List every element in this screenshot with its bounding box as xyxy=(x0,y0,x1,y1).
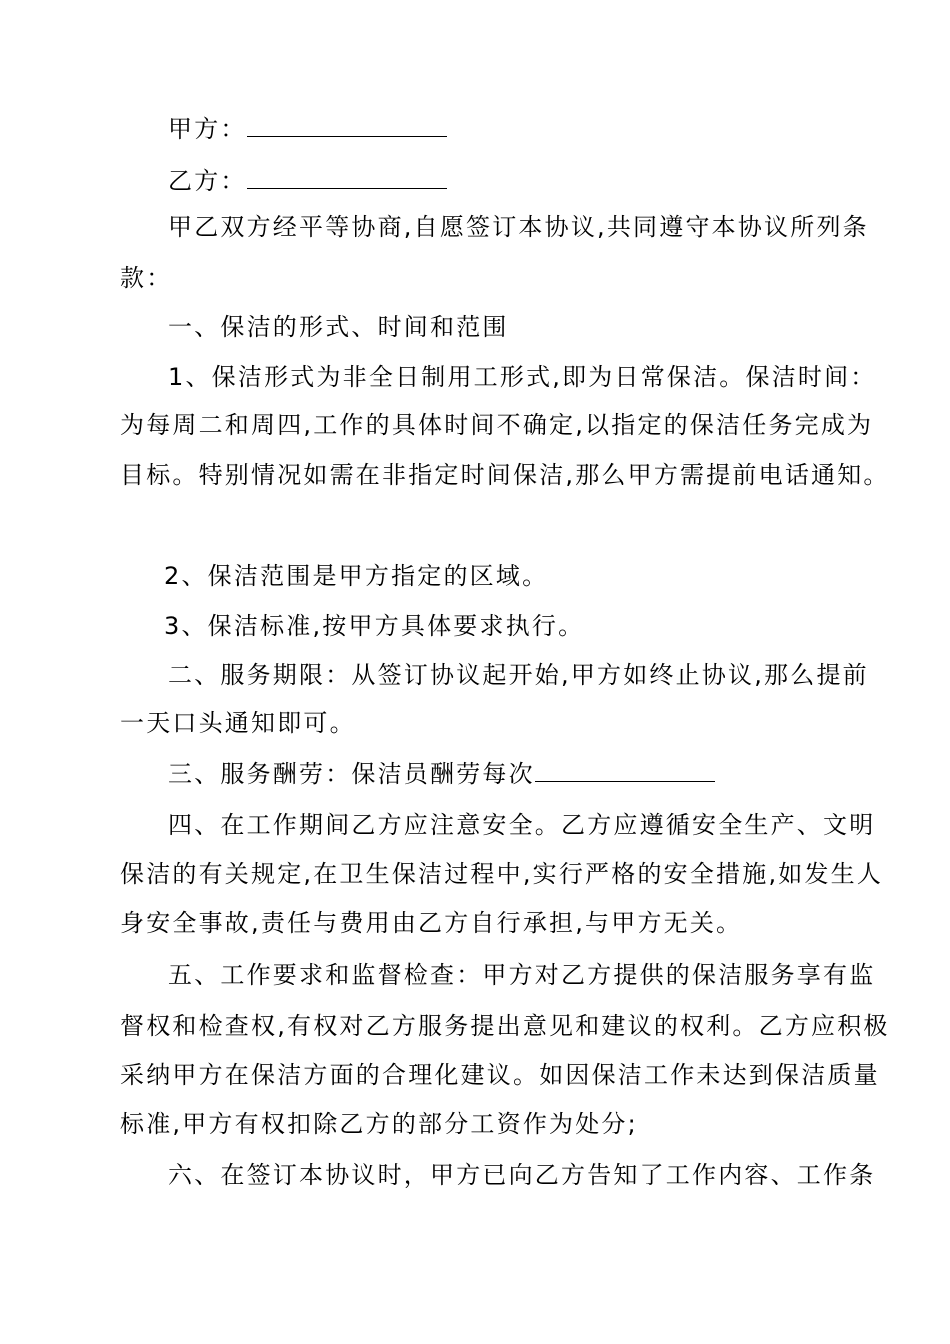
section1-heading: 一、保洁的形式、时间和范围 xyxy=(168,313,509,341)
section4-line-1: 四、在工作期间乙方应注意安全。乙方应遵循安全生产、文明 xyxy=(168,811,876,839)
section4-line-2: 保洁的有关规定,在卫生保洁过程中,实行严格的安全措施,如发生人 xyxy=(120,860,884,888)
section5-line-4: 标准,甲方有权扣除乙方的部分工资作为处分; xyxy=(120,1110,638,1138)
section2-line-1: 二、服务期限：从签订协议起开始,甲方如终止协议,那么提前 xyxy=(168,661,869,689)
intro-line-2: 款： xyxy=(120,264,173,292)
section1-item1-line-3: 目标。特别情况如需在非指定时间保洁,那么甲方需提前电话通知。 xyxy=(120,461,890,489)
section3-label: 三、服务酬劳：保洁员酬劳每次 xyxy=(168,760,535,788)
section1-item2: 2、保洁范围是甲方指定的区域。 xyxy=(164,562,549,590)
section2-line-2: 一天口头通知即可。 xyxy=(120,709,356,737)
section5-line-2: 督权和检查权,有权对乙方服务提出意见和建议的权利。乙方应积极 xyxy=(120,1012,890,1040)
section5-line-1: 五、工作要求和监督检查：甲方对乙方提供的保洁服务享有监 xyxy=(168,961,876,989)
section5-line-3: 采纳甲方在保洁方面的合理化建议。如因保洁工作未达到保洁质量 xyxy=(120,1061,880,1089)
party-a-blank xyxy=(247,114,447,137)
party-a-line xyxy=(168,114,447,144)
intro-line-1: 甲乙双方经平等协商,自愿签订本协议,共同遵守本协议所列条 xyxy=(168,213,869,241)
section1-item1-line-2: 为每周二和周四,工作的具体时间不确定,以指定的保洁任务完成为 xyxy=(120,411,874,439)
section3-line xyxy=(168,759,715,789)
section3-blank xyxy=(535,759,715,782)
section1-item3: 3、保洁标准,按甲方具体要求执行。 xyxy=(164,612,585,640)
party-a-label: 甲方： xyxy=(168,115,247,143)
section1-item1-line-1: 1、保洁形式为非全日制用工形式,即为日常保洁。保洁时间： xyxy=(168,363,877,391)
section6-line-1: 六、在签订本协议时，甲方已向乙方告知了工作内容、工作条 xyxy=(168,1161,876,1189)
party-b-line xyxy=(168,166,447,196)
party-b-label: 乙方： xyxy=(168,167,247,195)
section4-line-3: 身安全事故,责任与费用由乙方自行承担,与甲方无关。 xyxy=(120,909,743,937)
party-b-blank xyxy=(247,166,447,189)
